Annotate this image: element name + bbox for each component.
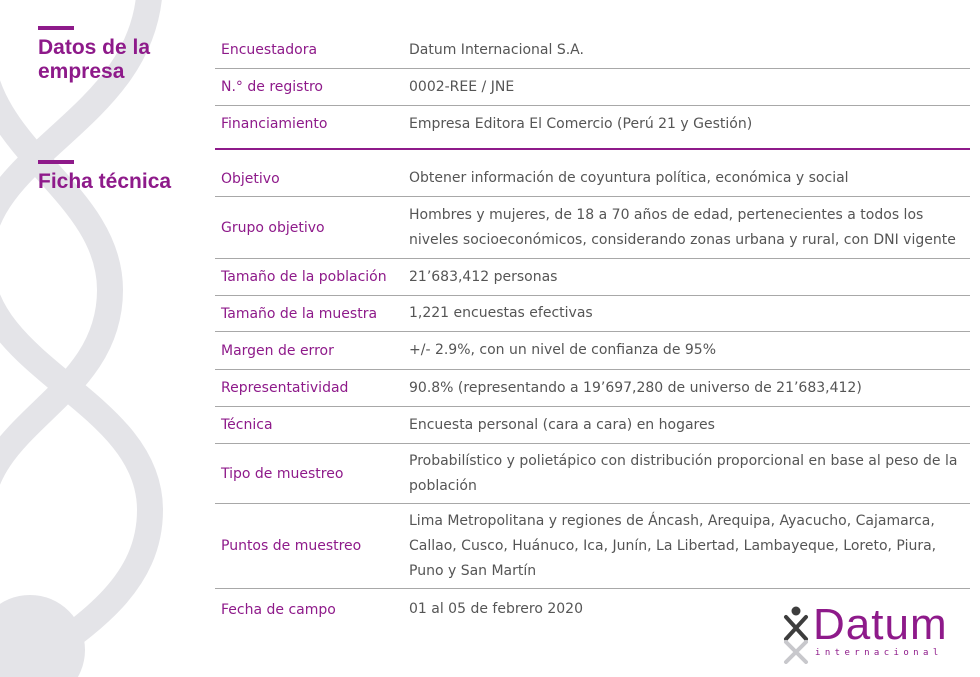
row-label: Técnica bbox=[221, 417, 273, 433]
section-divider bbox=[215, 148, 970, 150]
table-row bbox=[215, 332, 970, 370]
table-ficha-tecnica bbox=[215, 161, 970, 630]
row-value: Empresa Editora El Comercio (Perú 21 y Gestión) bbox=[409, 115, 753, 132]
row-value: +/- 2.9%, con un nivel de confianza de 95% bbox=[409, 342, 717, 358]
section-heading-ficha-tecnica bbox=[38, 160, 188, 194]
table-row bbox=[215, 161, 970, 197]
row-value: 21’683,412 personas bbox=[409, 268, 558, 285]
row-label: Tipo de muestreo bbox=[221, 465, 344, 482]
section-title-ficha-tecnica: Ficha técnica bbox=[38, 170, 172, 193]
section-heading-datos-empresa bbox=[38, 26, 188, 84]
row-value: Lima Metropolitana y regiones de Áncash, Arequipa, Ayacucho, Cajamarca, Callao, Cusco, Huánuco, Ica, Junín, La Libertad, Lambayeque, Loreto, Piura, Puno y San Martín bbox=[409, 512, 937, 579]
heading-accent-bar bbox=[38, 26, 74, 30]
table-row bbox=[215, 504, 970, 589]
row-value: 01 al 05 de febrero 2020 bbox=[409, 601, 583, 617]
table-row bbox=[215, 32, 970, 69]
row-value: Datum Internacional S.A. bbox=[409, 41, 584, 58]
table-row bbox=[215, 296, 970, 332]
table-row bbox=[215, 106, 970, 142]
row-label: Margen de error bbox=[221, 342, 334, 359]
row-value: 0002-REE / JNE bbox=[409, 78, 515, 95]
datum-logo bbox=[783, 600, 968, 664]
row-label: N.° de registro bbox=[221, 79, 323, 95]
row-label: Tamaño de la población bbox=[221, 269, 387, 285]
table-row bbox=[215, 259, 970, 296]
row-label: Representatividad bbox=[221, 380, 349, 396]
logo-subtitle: internacional bbox=[815, 648, 943, 658]
background-helix-decoration bbox=[0, 0, 200, 677]
row-label: Tamaño de la muestra bbox=[221, 305, 378, 322]
section-title-datos-empresa: Datos de la empresa bbox=[38, 36, 151, 83]
person-figure-icon bbox=[783, 606, 809, 664]
table-row bbox=[215, 197, 970, 259]
row-label: Grupo objetivo bbox=[221, 219, 325, 236]
heading-accent-bar bbox=[38, 160, 74, 164]
logo-wordmark: Datum bbox=[813, 600, 948, 649]
table-row bbox=[215, 407, 970, 444]
row-value: 1,221 encuestas efectivas bbox=[409, 305, 593, 321]
row-value: 90.8% (representando a 19’697,280 de universo de 21’683,412) bbox=[409, 379, 862, 396]
row-value: Obtener información de coyuntura política, económica y social bbox=[409, 170, 849, 186]
table-row bbox=[215, 69, 970, 106]
table-row bbox=[215, 444, 970, 504]
row-label: Objetivo bbox=[221, 170, 280, 187]
row-label: Financiamiento bbox=[221, 116, 328, 132]
table-row bbox=[215, 370, 970, 407]
row-value: Probabilístico y polietápico con distribución proporcional en base al peso de la población bbox=[409, 452, 958, 494]
row-label: Puntos de muestreo bbox=[221, 538, 362, 554]
row-value: Encuesta personal (cara a cara) en hogares bbox=[409, 416, 715, 433]
row-label: Fecha de campo bbox=[221, 601, 336, 618]
row-value: Hombres y mujeres, de 18 a 70 años de edad, pertenecientes a todos los niveles socioeconómicos, considerando zonas urbana y rural, con DNI vigente bbox=[409, 206, 956, 248]
row-label: Encuestadora bbox=[221, 42, 318, 58]
table-datos-empresa bbox=[215, 32, 970, 142]
